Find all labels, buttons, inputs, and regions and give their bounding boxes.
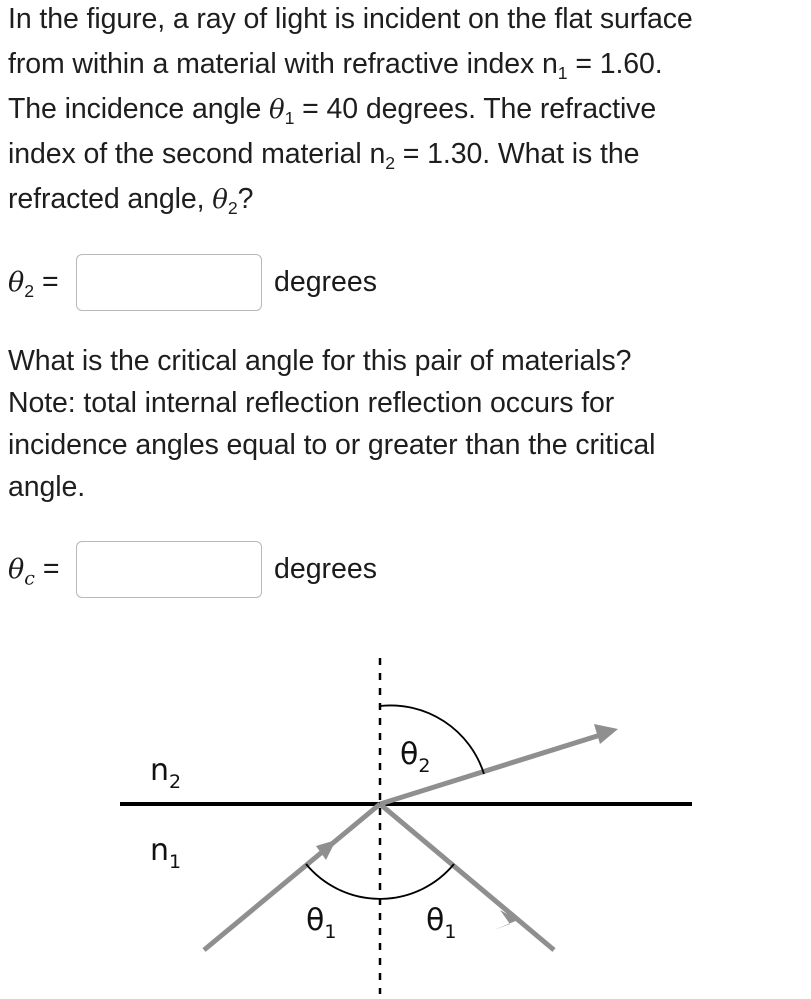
theta-1-symbol: θ xyxy=(269,95,285,125)
question-1-text xyxy=(8,0,797,225)
theta-2-arc xyxy=(380,705,484,774)
answer-row-theta-2 xyxy=(8,252,377,312)
theta-2-label xyxy=(8,266,76,299)
reflected-ray xyxy=(380,804,554,950)
theta-2-label-sub: 2 xyxy=(24,280,35,301)
theta-2-label-symbol: θ xyxy=(8,266,25,298)
theta-1-reflected-label: $\theta_1$ xyxy=(426,903,457,943)
question-2-line-3: incidence angles equal to or greater than the critical xyxy=(8,429,656,461)
question-1-line-4: index of the second material $n_2 = 1.30$. What is the xyxy=(8,138,640,174)
question-2-text xyxy=(8,340,797,508)
n1-label: $n_1$ xyxy=(150,833,182,873)
theta-c-label-symbol: θ xyxy=(8,553,25,585)
critical-angle-unit: degrees xyxy=(274,552,377,585)
question-2-line-1: What is the critical angle for this pair of materials? xyxy=(8,345,632,377)
answer-row-theta-c xyxy=(8,539,377,599)
q1-text-6: index of the second material n xyxy=(8,138,386,170)
theta-1-incident-label: $\theta_1$ xyxy=(306,903,337,943)
theta-2-symbol: θ xyxy=(212,185,228,215)
theta-c-label-sub: c xyxy=(24,567,35,590)
refracted-angle-unit: degrees xyxy=(274,265,377,298)
critical-angle-input[interactable] xyxy=(76,541,262,598)
theta-c-label-equals: = xyxy=(42,552,60,585)
q1-text-9: ? xyxy=(237,183,254,215)
question-2-line-4: angle. xyxy=(8,471,86,503)
q1-text-4: The incidence angle xyxy=(8,93,262,125)
q1-text-8: refracted angle, xyxy=(8,183,205,215)
theta-2-label-equals: = xyxy=(42,265,59,298)
q1-text-3: = 1.60. xyxy=(575,48,663,80)
q1-text-1: In the figure, a ray of light is incident on the flat surface xyxy=(8,3,693,35)
n2-label: $n_2$ xyxy=(150,753,182,793)
q1-text-2: from within a material with refractive index n xyxy=(8,48,558,80)
q1-text-5: = 40 degrees. The refractive xyxy=(302,93,657,125)
theta-c-label xyxy=(8,552,76,590)
question-1-line-3: The incidence angle $\theta_1 = 40$ degrees. The refractive xyxy=(8,93,657,129)
question-1-line-1 xyxy=(8,0,797,45)
incident-ray xyxy=(204,804,380,950)
refracted-ray-arrowhead xyxy=(594,724,618,744)
refracted-angle-input[interactable] xyxy=(76,254,262,311)
q1-text-7: = 1.30. What is the xyxy=(402,138,640,170)
reflected-ray-arrowhead xyxy=(494,910,518,930)
refraction-diagram xyxy=(0,640,811,999)
question-1-line-5: refracted angle, $\theta_2$? xyxy=(8,183,254,219)
theta-2-figure-label: $\theta_2$ xyxy=(400,737,431,777)
question-1-line-2: from within a material with refractive index $n_1 = 1.60$. xyxy=(8,48,663,84)
question-2-line-2: Note: total internal reflection reflection occurs for xyxy=(8,387,615,419)
